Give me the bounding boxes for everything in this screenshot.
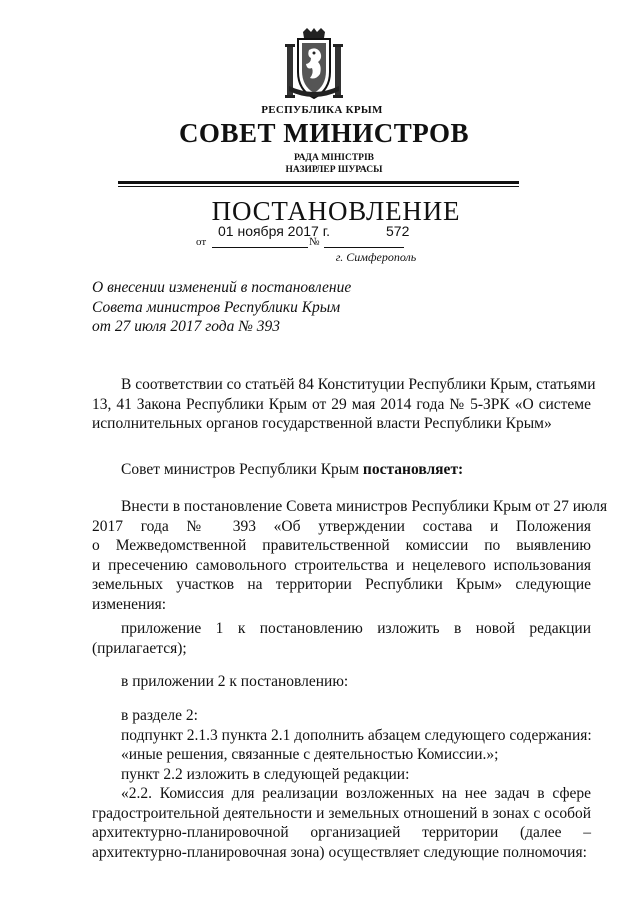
- text-line: В соответствии со статьёй 84 Конституции Республики Крым, статьями: [121, 376, 596, 393]
- text-line: градостроительной деятельности и земельных отношений в зонах с особой: [92, 804, 591, 822]
- subject-line: Совета министров Республики Крым: [92, 298, 341, 316]
- resolution-text: Совет министров Республики Крым: [121, 461, 363, 478]
- resolution-paragraph: [92, 460, 591, 480]
- text-line: 13, 41 Закона Республики Крым от 29 мая 2014 года № 5-ЗРК «О системе: [92, 395, 591, 413]
- republic-name: РЕСПУБЛИКА КРЫМ: [261, 104, 383, 116]
- text-line: о Межведомственной правительственной комиссии по выявлению: [92, 537, 591, 554]
- section2-paragraph: [92, 706, 591, 862]
- text-line: в разделе 2:: [121, 707, 198, 724]
- document-number: 572: [386, 223, 410, 239]
- annex2-paragraph: [92, 672, 591, 692]
- text-line: Внести в постановление Совета министров Республики Крым от 27 июля: [121, 498, 608, 515]
- subject-line: О внесении изменений в постановление: [92, 279, 352, 296]
- text-line: «иные решения, связанные с деятельностью Комиссии.»;: [121, 746, 499, 763]
- text-line: архитектурно-планировочной организацией территории (далее –: [92, 824, 591, 841]
- text-line: [92, 460, 591, 480]
- amendment-paragraph: [92, 497, 608, 614]
- text-line: (прилагается);: [92, 639, 187, 657]
- text-line: подпункт 2.1.3 пункта 2.1 дополнить абзацем следующего содержания:: [121, 726, 592, 744]
- document-type: ПОСТАНОВЛЕНИЕ: [211, 196, 461, 226]
- text-line: и пресечению самовольного строительства и нецелевого использования: [92, 556, 591, 574]
- text-line: «2.2. Комиссия для реализации возложенных на нее задач в сфере: [121, 785, 591, 802]
- annex1-paragraph: [92, 619, 591, 658]
- council-title: СОВЕТ МИНИСТРОВ: [178, 118, 470, 148]
- text-line: 2017 года № 393 «Об утверждении состава и Положения: [92, 517, 591, 535]
- date-number-line: [196, 223, 436, 250]
- date-underline: [212, 247, 308, 248]
- city: г. Симферополь: [335, 250, 417, 264]
- crimea-coat-of-arms-icon: [283, 28, 345, 102]
- number-prefix: №: [309, 236, 320, 248]
- text-line: земельных участков на территории Республики Крым» следующие: [92, 576, 591, 593]
- text-line: изменения:: [92, 595, 167, 613]
- preamble-paragraph: [92, 375, 596, 434]
- subject-line: от 27 июля 2017 года № 393: [92, 318, 280, 335]
- text-line: пункт 2.2 изложить в следующей редакции:: [121, 765, 410, 783]
- council-title-ukrainian: РАДА МІНІСТРІВ: [293, 153, 374, 163]
- document-subject: [92, 278, 351, 337]
- document-date: 01 ноября 2017 г.: [218, 223, 330, 239]
- text-line: исполнительных органов государственной власти Республики Крым»: [92, 415, 552, 432]
- text-line: в приложении 2 к постановлению:: [121, 673, 349, 690]
- header-divider-thin: [118, 186, 519, 187]
- resolution-keyword: постановляет:: [362, 461, 464, 478]
- council-title-tatar: НАЗИРЛЕР ШУРАСЫ: [285, 165, 383, 175]
- date-prefix: от: [196, 236, 207, 248]
- header-divider-thick: [118, 181, 519, 184]
- text-line: архитектурно-планировочная зона) осуществляет следующие полномочия:: [92, 843, 587, 861]
- text-line: приложение 1 к постановлению изложить в новой редакции: [121, 620, 591, 637]
- number-underline: [324, 247, 404, 248]
